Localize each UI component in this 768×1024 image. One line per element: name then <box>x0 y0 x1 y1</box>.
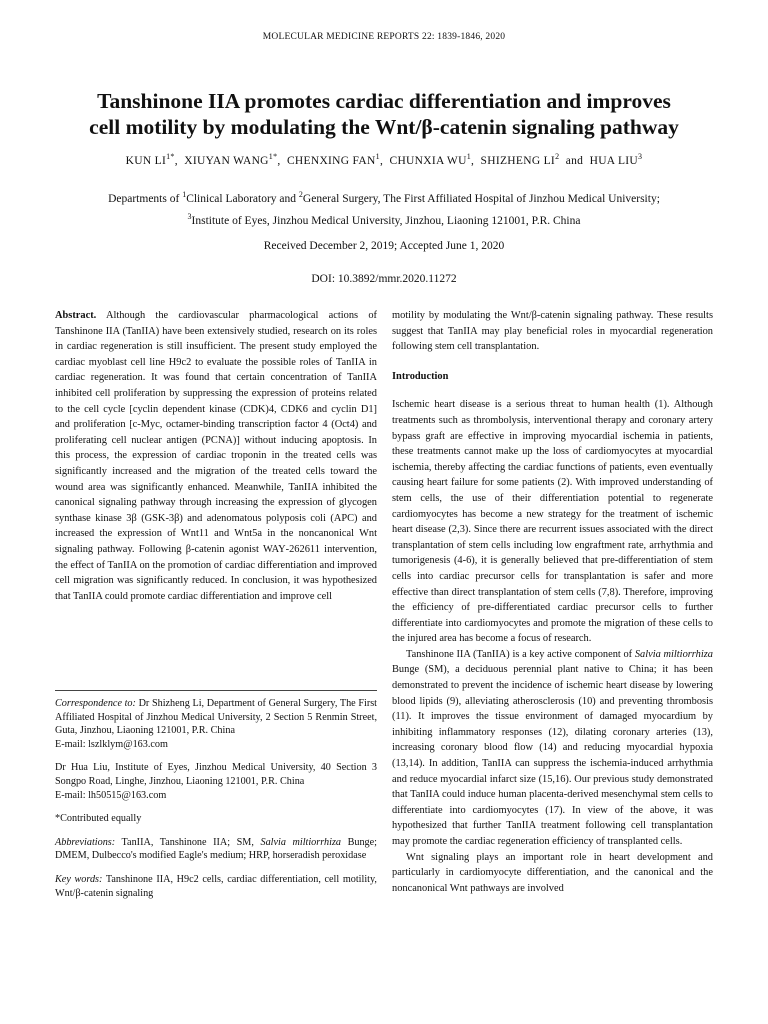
affiliations <box>40 186 728 230</box>
doi-link[interactable]: DOI: 10.3892/mmr.2020.11272 <box>311 273 457 285</box>
title-line-1: Tanshinone IIA promotes cardiac differentiation and improves <box>97 89 671 113</box>
abstract-continuation: motility by modulating the Wnt/β‑catenin signaling pathway. These results suggest that TanIIA may play beneficial roles in myocardial regeneration following stem cell transplantation. <box>392 310 713 353</box>
correspondence-text: Dr Shizheng Li, Department of General Surgery, The First Affiliated Hospital of Jinzhou Medical University, 2 Section 5 Renmin Street, Guta, Jinzhou, Liaoning 121001, P.R. China <box>55 698 378 737</box>
footnotes <box>55 697 377 910</box>
intro-paragraph-1: Ischemic heart disease is a serious threat to human health (1). Although treatments such as thrombolysis, interventional therapy and coronary artery bypass graft are effective in improving myocardial ischemia in patients, these treatments cannot make up the loss of cardiomyocytes at myocardial ischemia, thereby affecting the cardiac functions of patients, even eventually causing heart failure for some patients (2). With improved understanding of stem cells, the use of their differentiation potential to regenerate cardiomyocytes has become a new strategy for the treatment of ischemic heart disease (2,3). Since there are recurrent issues associated with the direct transplantation of stem cells including low engraftment rate, arrhythmia and tumorigenesis (4‑6), it is generally believed that pre‑differentiation of stem cells into cardiac precursor cells for transplantation is safer and more effective than direct transplantation of stem cells (7,8). Therefore, improving the efficiency of pre‑differentiated cardiac precursor cells to further differentiate into cardiomyocytes and promote the migration of these cells to the injured area has become a focus of research. <box>392 399 713 645</box>
keywords-label: Key words: <box>55 873 103 885</box>
author-affiliation-mark: 3 <box>638 152 643 161</box>
abstract-text: Although the cardiovascular pharmacological actions of Tanshinone IIA (TanIIA) have been extensively studied, research on its roles in cardiac regeneration is still insufficient. The present study employed the cardiac myoblast cell line H9c2 to evaluate the possible roles of TanIIA in cardiac regeneration. It was found that certain concentration of TanIIA inhibited cell proliferation by suppressing the expression of proteins related to the cell cycle [cyclin dependent kinase (CDK)4, CDK6 and cyclin D1] and proliferation [c‑Myc, octamer‑binding transcription factor 4 (Oct4) and proliferating cell nuclear antigen (PCNA)] without inducing apoptosis. In this process, the expression of cardiac troponin in the treated cells was significantly increased and the migration of the treated cells toward the wound area was significantly enhanced. Meanwhile, TanIIA inhibited the canonical signaling pathway through increasing the expression of glycogen synthase kinase 3β (GSK‑3β) and adenomatous polyposis coli (APC) and increased the expression of Wnt11 and Wnt5a in the noncanonical Wnt signaling pathway. Following β‑catenin agonist WAY‑262611 intervention, the effect of TanIIA on the promotion of cardiac differentiation and improved cell migration was significantly reduced. In conclusion, it was hypothesized that TanIIA could promote cardiac differentiation and improve cell <box>55 310 377 602</box>
abbreviations-text: Bunge; DMEM, Dulbecco's modified Eagle's medium; HRP, horseradish peroxidase <box>55 836 378 862</box>
intro-text: Bunge (SM), a deciduous perennial plant native to China; it has been demonstrated to prevent the incidence of ischemic heart disease by lowering blood lipids (9), alleviating atherosclerosis (10) and preventing thrombosis (11). It improves the tissue environment of damaged myocardium by inhibiting inflammatory responses (12), dilating coronary arteries (13), increasing coronary blood flow (14) and reducing myocardial hypoxia (13,14). In addition, TanIIA can suppress the ischemia‑induced arrhythmia and reduce myocardial infarct size (15,16). Our previous study demonstrated that TanIIA could induce human placenta‑derived mesenchymal stem cells to differentiate into cardiomyocytes (17). In view of the above, it was hypothesized that further TanIIA treatment following cell transplantation may promote the cardiac regeneration efficiency of transplanted cells. <box>392 664 713 847</box>
author-name: XIUYAN WANG <box>184 154 269 167</box>
abstract-label: Abstract. <box>55 310 97 321</box>
abstract-paragraph <box>55 308 377 604</box>
author-affiliation-mark: 2 <box>555 152 560 161</box>
author-name: KUN LI <box>125 154 167 167</box>
author-affiliation-mark: 1 <box>466 152 471 161</box>
author-name: HUA LIU <box>589 154 639 167</box>
author-name: SHIZHENG LI <box>480 154 556 167</box>
intro-paragraph-3: Wnt signaling plays an important role in heart development and particularly in cardiomyocyte differentiation, and the canonical and the noncanonical Wnt pathways are involved <box>392 851 713 894</box>
affiliation-text: General Surgery, The First Affiliated Hospital of Jinzhou Medical University; <box>302 192 660 205</box>
left-column <box>55 308 377 604</box>
affiliation-text: Clinical Laboratory and <box>186 192 299 205</box>
correspondence-email-2[interactable]: E‑mail: lh50515@163.com <box>55 789 167 801</box>
author-affiliation-mark: 1 <box>375 152 380 161</box>
affiliation-mark: 2 <box>298 190 303 199</box>
right-column <box>392 308 713 896</box>
journal-header: MOLECULAR MEDICINE REPORTS 22: 1839-1846, 2020 <box>262 32 506 42</box>
title-line-2: cell motility by modulating the Wnt/β‑catenin signaling pathway <box>89 115 679 139</box>
correspondence-note-2: Dr Hua Liu, Institute of Eyes, Jinzhou Medical University, 40 Section 3 Songpo Road, Linghe, Jinzhou, Liaoning 121001, P.R. China <box>55 762 377 787</box>
intro-paragraph-2 <box>392 647 713 850</box>
intro-text: Tanshinone IIA (TanIIA) is a key active component of <box>406 648 633 660</box>
author-name: CHUNXIA WU <box>389 154 467 167</box>
abbreviations-label: Abbreviations: <box>55 836 116 848</box>
keywords-text: Tanshinone IIA, H9c2 cells, cardiac differentiation, cell motility, Wnt/β‑catenin signaling <box>55 873 377 899</box>
received-accepted-dates: Received December 2, 2019; Accepted June 1, 2020 <box>263 240 505 252</box>
species-name: Salvia miltiorrhiza <box>260 836 342 848</box>
abbreviations-note <box>55 836 377 863</box>
introduction-heading: Introduction <box>392 370 449 382</box>
correspondence-note <box>55 697 377 738</box>
correspondence-label: Correspondence to: <box>55 698 136 709</box>
species-name: Salvia miltiorrhiza <box>634 648 713 660</box>
abbreviations-text: TanIIA, Tanshinone IIA; SM, <box>121 836 254 848</box>
author-name: CHENXING FAN <box>286 154 376 167</box>
correspondence-email[interactable]: E‑mail: lszlklym@163.com <box>55 738 168 750</box>
article-title <box>40 88 728 140</box>
affiliation-line-1 <box>40 186 728 208</box>
affiliation-line-2 <box>40 208 728 230</box>
author-list: KUN $LI^{1*}$, XIUYAN $WANG^{1*}$, CHENXING FAN$^1$, CHUNXIA $WU^1$, SHIZHENG $LI^2$ and HUA LIU$^3$ <box>125 152 643 167</box>
footnote-divider <box>55 690 377 691</box>
affiliation-mark: 1 <box>182 190 187 199</box>
author-affiliation-mark: 1* <box>166 152 175 161</box>
affiliation-prefix: Departments of <box>108 192 183 205</box>
affiliation-mark: 3 <box>187 211 192 221</box>
keywords-note <box>55 873 377 900</box>
contributed-equally-note: *Contributed equally <box>55 813 142 825</box>
author-affiliation-mark: 1* <box>268 152 278 161</box>
affiliation-text: Institute of Eyes, Jinzhou Medical University, Jinzhou, Liaoning 121001, P.R. China <box>191 214 581 227</box>
